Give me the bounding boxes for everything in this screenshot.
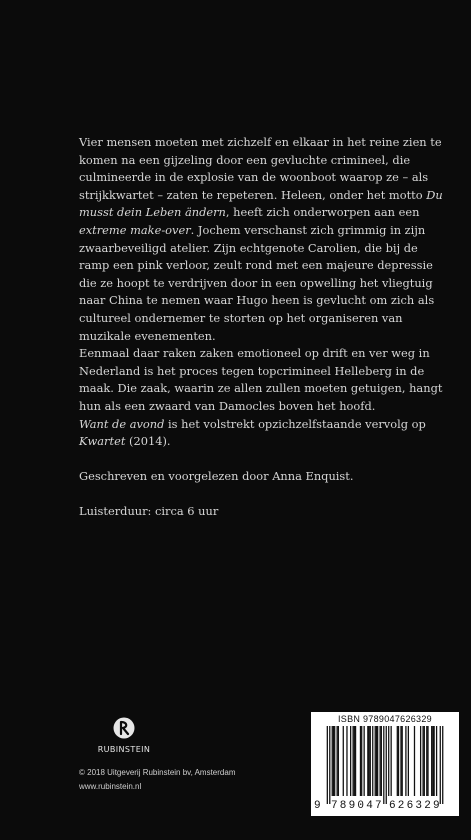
barcode-bar xyxy=(420,726,421,796)
barcode-bar xyxy=(383,726,384,804)
publisher-logo-text: RUBINSTEIN xyxy=(97,745,151,754)
barcode-bar xyxy=(377,726,378,796)
barcode-bar xyxy=(375,726,376,796)
barcode-bar xyxy=(367,726,368,796)
barcode-bar xyxy=(426,726,427,796)
motto-italic: Du musst dein Leben ändern xyxy=(79,187,443,220)
barcode-bar xyxy=(386,726,387,804)
publisher-logo xyxy=(89,717,159,754)
barcode-bar xyxy=(442,726,443,804)
barcode-bar xyxy=(424,726,425,796)
barcode-bar xyxy=(402,726,403,796)
prequel-title-italic: Kwartet xyxy=(79,434,126,449)
barcode-bar xyxy=(370,726,371,796)
barcode-bar xyxy=(376,726,377,796)
credits-line: Geschreven en voorgelezen door Anna Enquist. xyxy=(79,469,354,484)
barcode-bar xyxy=(364,726,365,796)
barcode-bar xyxy=(338,726,339,796)
barcode-bar xyxy=(422,726,423,796)
blurb-text-segment: , heeft zich onderworpen aan een xyxy=(225,205,420,220)
barcode-bar xyxy=(334,726,335,796)
barcode-bar xyxy=(350,726,351,796)
barcode-bar xyxy=(432,726,433,796)
barcode-bar xyxy=(397,726,398,796)
blurb-text-segment: Vier mensen moeten met zichzelf en elkaar in het reine zien te komen na een gijzeling door een gevluchte crimineel, die culmineerde in de explosie van de woonboot waarop ze – als strijkkwartet – zaten te repeteren. Heleen, onder het motto xyxy=(79,135,442,202)
blurb-text-segment: (2014). xyxy=(125,434,171,449)
rubinstein-logo-icon xyxy=(113,717,135,739)
barcode-bar xyxy=(398,726,399,796)
barcode-bar xyxy=(372,726,373,796)
makeover-italic: extreme make-over xyxy=(79,222,191,237)
barcode-bar xyxy=(431,726,432,796)
book-title-italic: Want de avond xyxy=(79,416,165,431)
spacer xyxy=(79,451,451,469)
barcode-bar xyxy=(408,726,409,796)
barcode-bar xyxy=(436,726,437,796)
ean-first-digit: 9 xyxy=(314,800,321,812)
barcode-bar xyxy=(346,726,347,796)
barcode-bar xyxy=(354,726,355,796)
barcode-bar xyxy=(414,726,415,796)
copyright-text: © 2018 Uitgeverij Rubinstein bv, Amsterdam xyxy=(79,768,236,777)
barcode-bar xyxy=(329,726,330,804)
spacer xyxy=(79,486,451,504)
isbn-label: ISBN 9789047626329 xyxy=(338,714,432,724)
blurb-text-segment: is het volstrekt opzichzelfstaande vervolg op xyxy=(164,416,426,431)
barcode-bar xyxy=(361,726,362,796)
barcode-bar xyxy=(355,726,356,796)
barcode-bars xyxy=(323,726,447,806)
barcode-bar xyxy=(388,726,389,796)
ean-right-group: 626329 xyxy=(389,800,442,812)
barcode-bar xyxy=(434,726,435,796)
isbn-barcode xyxy=(311,712,459,816)
barcode-bar xyxy=(332,726,333,796)
blurb-paragraph-3 xyxy=(79,416,451,451)
duration-line: Luisterduur: circa 6 uur xyxy=(79,504,219,519)
publisher-footer xyxy=(79,766,235,794)
blurb-text xyxy=(79,134,451,521)
blurb-text-segment: . Jochem verschanst zich grimmig in zijn zwaarbeveiligd atelier. Zijn echtgenote Carolien, die bij de ramp een pink verloor, zeult rond met een majeure depressie die ze hoopt te verdrijven door in een opwelling het vliegtuig naar China te nemen waar Hugo heen is gevlucht om zich als cultureel ondernemer te storten op het organiseren van muzikale evenementen. xyxy=(79,222,435,343)
barcode-bar xyxy=(352,726,353,796)
blurb-paragraph-1 xyxy=(79,134,451,345)
barcode-bar xyxy=(391,726,392,796)
barcode-bar xyxy=(360,726,361,796)
barcode-bar xyxy=(343,726,344,796)
blurb-paragraph-2: Eenmaal daar raken zaken emotioneel op drift en ver weg in Nederland is het proces tegen topcrimineel Helleberg in de maak. Die zaak, waarin ze allen zullen moeten getuigen, hangt hun als een zwaard van Damocles boven het hoofd. xyxy=(79,346,443,413)
barcode-bar xyxy=(440,726,441,804)
website-text: www.rubinstein.nl xyxy=(79,782,142,791)
barcode-bar xyxy=(337,726,338,796)
barcode-bar xyxy=(381,726,382,796)
barcode-bar xyxy=(333,726,334,796)
barcode-bar xyxy=(368,726,369,796)
barcode-bar xyxy=(405,726,406,796)
barcode-bar xyxy=(379,726,380,796)
ean-left-group: 789047 xyxy=(331,800,384,812)
barcode-bar xyxy=(400,726,401,796)
barcode-bar xyxy=(327,726,328,804)
barcode-bar xyxy=(427,726,428,796)
